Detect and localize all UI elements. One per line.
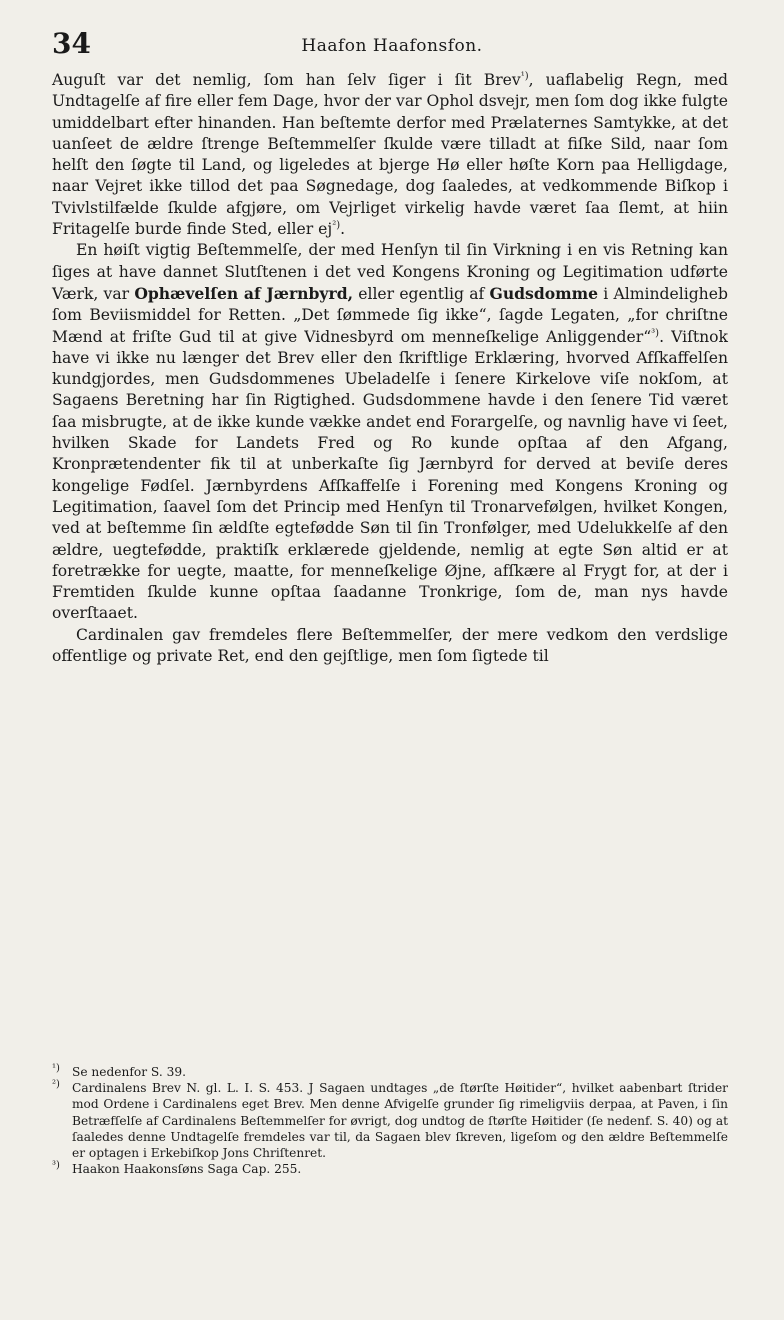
footnotes	[52, 1064, 728, 1177]
paragraph-2	[52, 240, 728, 624]
paragraph-3	[52, 625, 728, 668]
footnote-ref-3: ³)	[651, 327, 660, 339]
emphasis-jaernbyrd: Ophævelſen af Jærnbyrd,	[134, 283, 354, 303]
body-text	[52, 70, 728, 667]
emphasis-gudsdomme: Gudsdomme	[489, 283, 599, 303]
footnote-3: ³) Haakon Haakonsſøns Saga Cap. 255.	[52, 1160, 302, 1177]
paragraph-1-part-3: .	[340, 220, 346, 239]
page-number: 34	[52, 27, 91, 60]
footnote-ref-2: ²)	[332, 219, 341, 231]
paragraph-1-part-2: , uaflabelig Regn, med Undtagelſe af fire eller fem Dage, hvor der var Ophol dsvejr, men ſom dog ikke fulgte umiddelbart efter hinanden. Han beſtemte derfor med Prælaternes Samtykke, at det uanſeet de ældre ſtrenge Beſtemmelſer ſkulde være tilladt at fiſke Sild, naar ſom helſt den ſøgte til Land, og ligeledes at bjerge Hø eller høſte Korn paa Helligdage, naar Vejret ikke tillod det paa Søgnedage, dog ſaaledes, at vedkommende Biſkop i Tvivlstilfælde ſkulde afgjøre, om Vejrliget virkelig havde været ſaa ſlemt, at hiin Fritagelſe burde finde Sted, eller ej	[52, 71, 728, 239]
footnote-3-text: Haakon Haakonsſøns Saga Cap. 255.	[72, 1162, 302, 1177]
paragraph-3-part-1: Cardinalen gav fremdeles flere Beſtemmelſer, der mere vedkom den verdslige offentlige og private Ret, end den gejſtlige, men ſom ſigtede til	[52, 625, 728, 666]
footnote-2: ²) Cardinalens Brev N. gl. L. I. S. 453. J Sagaen undtages „de ſtørſte Høitider“, hvilket aabenbart ſtrider mod Ordene i Cardinalens eget Brev. Men denne Afvigelſe grunder ſig rimeligviis derpaa, at Paven, i ſin Betræfſelſe af Cardinalens Beſtemmelſer for øvrigt, dog undtog de ſtørſte Høitider (ſe nedenf. S. 40) og at ſaaledes denne Undtagelſe fremdeles var til, da Sagaen blev ſkreven, ligeſom og den ældre Beſtemmelſe er optagen i Erkebiſkop Jons Chriſtenret.	[52, 1079, 728, 1161]
footnote-1-text: Se nedenfor S. 39.	[72, 1065, 186, 1079]
footnote-2-text: Cardinalens Brev N. gl. L. I. S. 453. J Sagaen undtages „de ſtørſte Høitider“, hvilket aabenbart ſtrider mod Ordene i Cardinalens eget Brev. Men denne Afvigelſe grunder ſig rimeligviis derpaa, at Paven, i ſin Betræfſelſe af Cardinalens Beſtemmelſer for øvrigt, dog undtog de ſtørſte Høitider (ſe nedenf. S. 40) og at ſaaledes denne Undtagelſe fremdeles var til, da Sagaen blev ſkreven, ligeſom og den ældre Beſtemmelſe er optagen i Erkebiſkop Jons Chriſtenret.	[72, 1081, 728, 1161]
paragraph-1	[52, 70, 728, 240]
page-header	[52, 28, 732, 64]
paragraph-2-part-5: i Almindeligheb ſom Beviismiddel for Retten. „Det ſømmede ſig ikke“, ſagde Legaten, „for chriſtne Mænd at friſte Gud til at give Vidnesbyrd om menneſkelige Anliggender“	[52, 284, 728, 346]
paragraph-2-part-3: eller egentlig af	[358, 284, 485, 303]
paragraph-2-part-1: En høiſt vigtig Beſtemmelſe, der med Henſyn til ſin Virkning i en vis Retning kan ſiges at have dannet Slutſtenen i det ved Kongens Kroning og Legitimation udførte Værk, var	[52, 241, 728, 303]
running-head: Haafon Haafonsfon.	[301, 36, 483, 56]
footnote-ref-1: ¹)	[520, 70, 529, 82]
paragraph-2-part-6: . Viſtnok have vi ikke nu længer det Brev eller den ſkriftlige Erklæring, hvorved Afſkaffelſen kundgjordes, men Gudsdommenes Ubeladelſe i ſenere Kirkelove viſe nokſom, at Sagaens Beretning har ſin Rigtighed. Gudsdommene havde i den ſenere Tid været ſaa misbrugte, at de ikke kunde vække andet end Forargelſe, og navnlig have vi ſeet, hvilken Skade for Landets Fred og Ro kunde opſtaa af den Afgang, Kronprætendenter fik til at unberkaſte ſig Jærnbyrd for derved at beviſe deres kongelige Fødſel. Jærnbyrdens Afſkaffelſe i Forening med Kongens Kroning og Legitimation, ſaavel ſom det Princip med Henſyn til Tronarvefølgen, hvilket Kongen, ved at beſtemme ſin ældſte egtefødde Søn til ſin Tronfølger, med Udelukkelſe af den ældre, uegtefødde, praktiſk erklærede gjeldende, nemlig at egte Søn altid er at foretrække for uegte, maatte, for menneſkelige Øjne, afſkære al Frygt for, at der i Fremtiden ſkulde kunne opſtaa ſaadanne Tronkrige, ſom de, man nys havde overſtaaet.	[52, 327, 728, 623]
footnote-1: ¹) Se nedenfor S. 39.	[52, 1062, 186, 1079]
paragraph-1-part-1: Auguſt var det nemlig, ſom han ſelv ſiger i ſit Brev	[52, 71, 521, 89]
